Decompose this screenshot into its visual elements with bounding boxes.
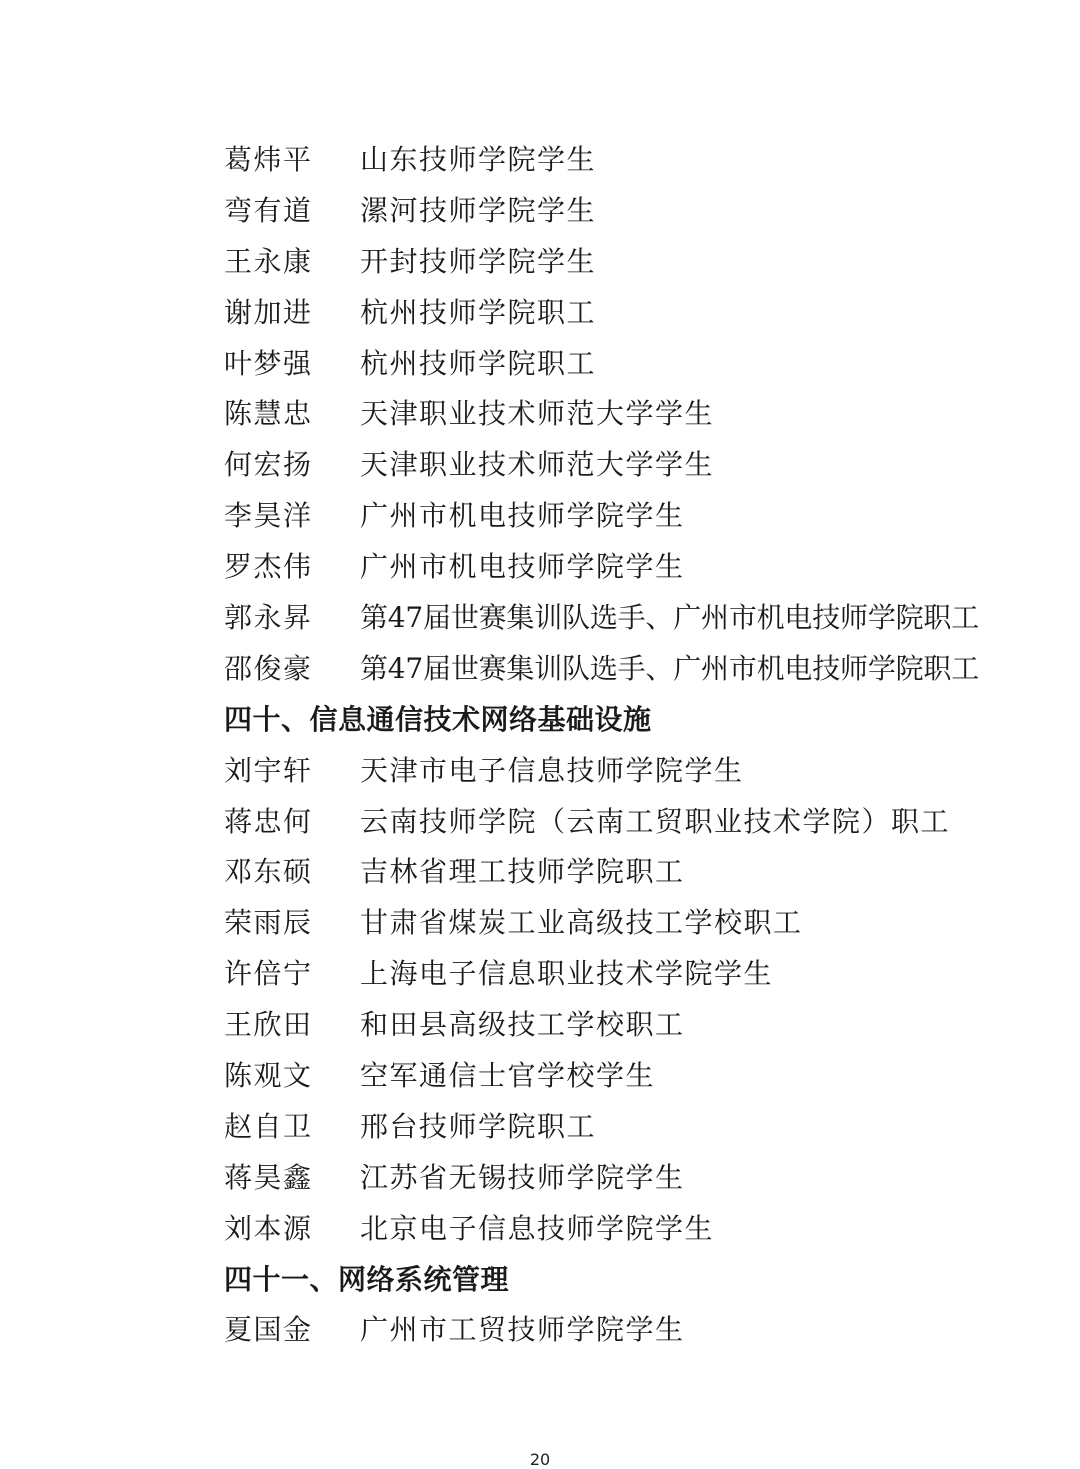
entry-org: 广州市机电技师学院学生: [360, 499, 685, 533]
entry-name: 王永康: [224, 244, 313, 278]
entry-name: 邓东硕: [224, 855, 313, 889]
list-item: [224, 237, 984, 288]
list-item: [224, 288, 984, 339]
entry-name: 葛炜平: [224, 143, 313, 176]
entry-name: 李昊洋: [224, 499, 313, 533]
entry-org: 天津职业技术师范大学学生: [360, 397, 715, 431]
entry-org: 广州市机电技师学院学生: [360, 550, 685, 584]
list-item: [224, 389, 984, 440]
list-item: [224, 339, 984, 390]
entry-org: 云南技师学院（云南工贸职业技术学院）职工: [360, 804, 951, 838]
entry-org: 第47届世赛集训队选手、广州市机电技师学院职工: [360, 601, 980, 635]
entry-org: 吉林省理工技师学院职工: [360, 855, 685, 889]
list-item: [224, 491, 984, 542]
entry-name: 许倍宁: [224, 957, 313, 991]
entry-org: 邢台技师学院职工: [360, 1109, 597, 1143]
entry-org: 空军通信士官学校学生: [360, 1059, 656, 1093]
entry-name: 郭永昇: [224, 601, 313, 635]
list-item: [224, 593, 984, 644]
list-item: [224, 135, 984, 186]
entry-org: 甘肃省煤炭工业高级技工学校职工: [360, 906, 803, 940]
page-number: 20: [529, 1450, 551, 1469]
section-heading: 四十一、网络系统管理: [224, 1262, 510, 1296]
entry-org: 漯河技师学院学生: [360, 193, 597, 227]
entry-org: 广州市工贸技师学院学生: [360, 1313, 685, 1347]
entry-name: 叶梦强: [224, 346, 313, 380]
entry-name: 荣雨辰: [224, 906, 313, 940]
entry-name: 赵自卫: [224, 1109, 313, 1143]
entry-name: 刘宇轩: [224, 753, 313, 787]
entry-name: 夏国金: [224, 1313, 313, 1347]
entry-name: 罗杰伟: [224, 550, 313, 584]
entry-name: 王欣田: [224, 1008, 313, 1042]
entry-name: 蒋昊鑫: [224, 1160, 313, 1194]
list-item: [224, 847, 984, 898]
list-item: [224, 1153, 984, 1204]
entry-org: 开封技师学院学生: [360, 244, 597, 278]
section-heading: 四十、信息通信技术网络基础设施: [224, 702, 652, 736]
entry-org: 第47届世赛集训队选手、广州市机电技师学院职工: [360, 651, 980, 685]
list-item: [224, 898, 984, 949]
document-body: [224, 135, 984, 1356]
entry-name: 弯有道: [224, 193, 313, 227]
entry-org: 天津市电子信息技师学院学生: [360, 753, 744, 787]
entry-name: 陈观文: [224, 1059, 313, 1093]
entry-name: 谢加进: [224, 295, 313, 329]
entry-name: 邵俊豪: [224, 651, 313, 685]
list-item: [224, 1204, 984, 1255]
entry-org: 上海电子信息职业技术学院学生: [360, 957, 774, 991]
list-item: [224, 1051, 984, 1102]
list-item: [224, 746, 984, 797]
list-item: [224, 949, 984, 1000]
entry-org: 江苏省无锡技师学院学生: [360, 1160, 685, 1194]
entry-name: 何宏扬: [224, 448, 313, 482]
entry-name: 刘本源: [224, 1211, 313, 1245]
entry-org: 杭州技师学院职工: [360, 346, 597, 380]
list-item: [224, 1102, 984, 1153]
entry-org: 北京电子信息技师学院学生: [360, 1211, 715, 1245]
entry-org: 山东技师学院学生: [360, 143, 597, 176]
list-item: [224, 542, 984, 593]
list-item: [224, 440, 984, 491]
entry-name: 陈慧忠: [224, 397, 313, 431]
list-item: [224, 186, 984, 237]
list-item: [224, 644, 984, 695]
entry-name: 蒋忠何: [224, 804, 313, 838]
list-item: [224, 1305, 984, 1356]
entry-org: 杭州技师学院职工: [360, 295, 597, 329]
entry-org: 和田县高级技工学校职工: [360, 1008, 685, 1042]
entry-org: 天津职业技术师范大学学生: [360, 448, 715, 482]
list-item: [224, 1000, 984, 1051]
list-item: [224, 797, 984, 848]
